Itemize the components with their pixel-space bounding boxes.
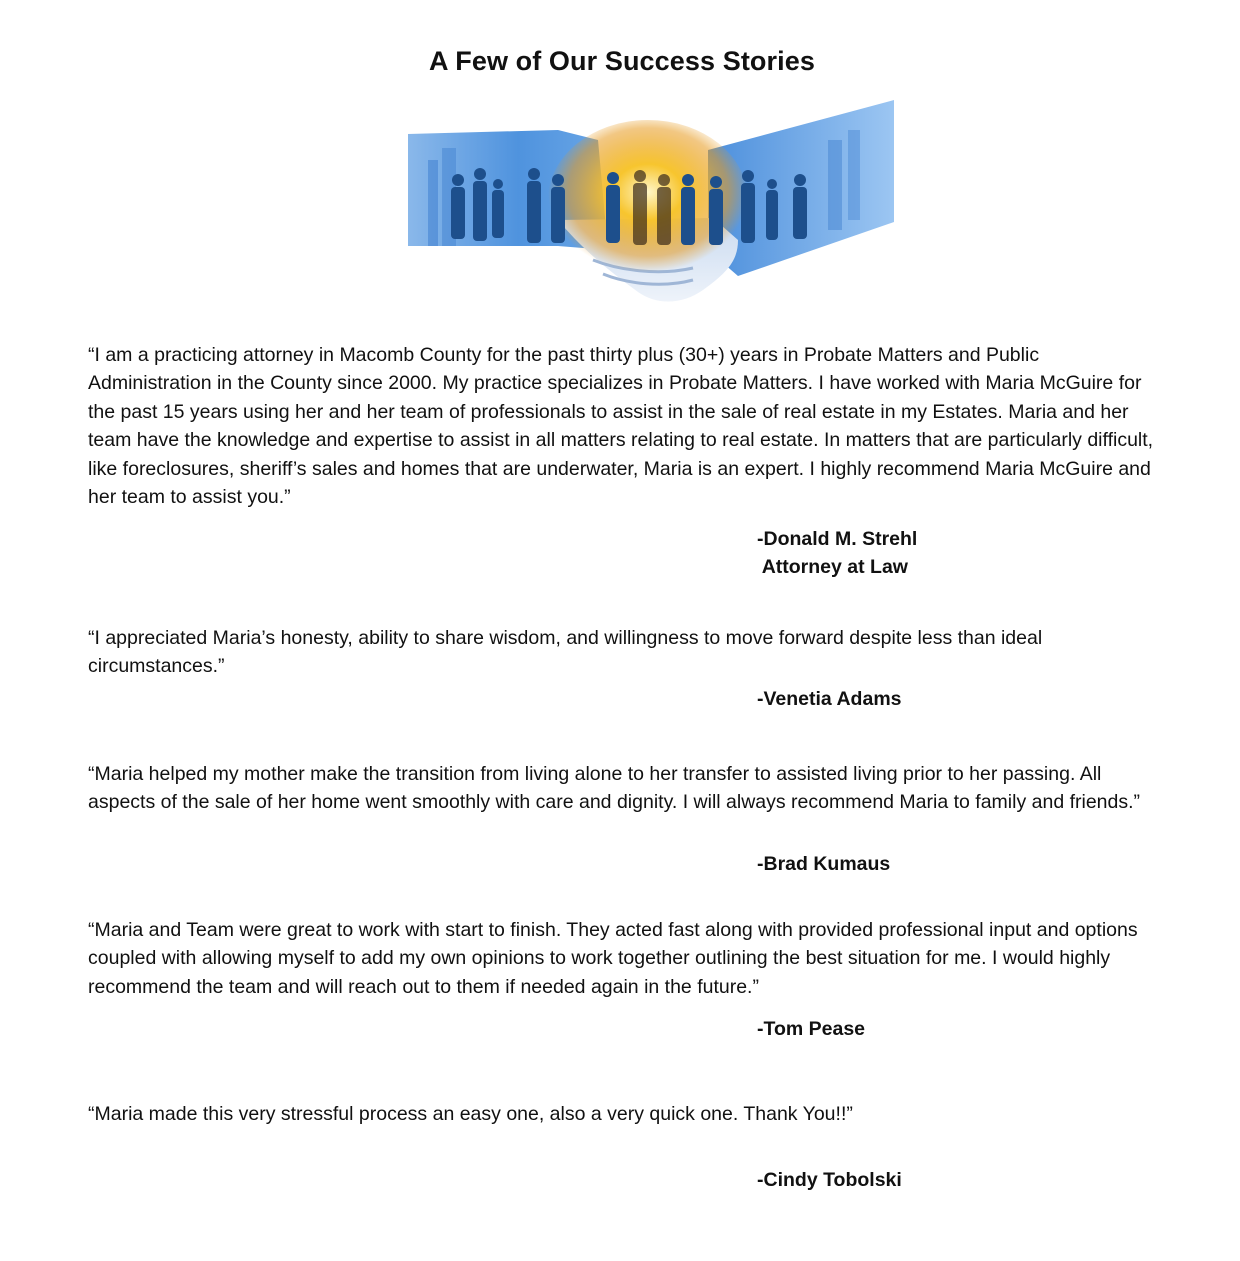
testimonial-author-title: Attorney at Law: [757, 556, 908, 578]
page-title: A Few of Our Success Stories: [429, 46, 815, 76]
testimonial-author: -Brad Kumaus: [757, 853, 891, 875]
testimonial-author: -Cindy Tobolski: [757, 1169, 902, 1191]
testimonial-author: -Venetia Adams: [757, 688, 902, 710]
handshake-city-icon: [408, 100, 894, 306]
testimonial-author: -Tom Pease: [757, 1018, 866, 1040]
testimonial-quote: “Maria and Team were great to work with start to finish. They acted fast along with provided professional input and options coupled with allowing myself to add my own opinions to work together outlining the best situation for me. I would highly recommend the team and will reach out to them if needed again in the future.”: [88, 919, 1138, 998]
testimonial-quote: “I am a practicing attorney in Macomb County for the past thirty plus (30+) years in Probate Matters and Public Administration in the County since 2000. My practice specializes in Probate Matters. I have worked with Maria McGuire for the past 15 years using her and her team of professionals to assist in the sale of real estate in my Estates. Maria and her team have the knowledge and expertise to assist in all matters relating to real estate. In matters that are particularly difficult, like foreclosures, sheriff’s sales and homes that are underwater, Maria is an expert. I highly recommend Maria McGuire and her team to assist you.”: [88, 344, 1154, 509]
testimonial-quote: “I appreciated Maria’s honesty, ability to share wisdom, and willingness to move forward despite less than ideal circumstances.”: [88, 627, 1043, 678]
testimonial-quote: “Maria made this very stressful process an easy one, also a very quick one. Thank You!!”: [88, 1103, 853, 1125]
testimonial-author: -Donald M. Strehl: [757, 528, 918, 550]
hero-image: [408, 100, 894, 306]
testimonial-quote: “Maria helped my mother make the transition from living alone to her transfer to assisted living prior to her passing. All aspects of the sale of her home went smoothly with care and dignity. I will always recommend Maria to family and friends.”: [88, 763, 1141, 814]
